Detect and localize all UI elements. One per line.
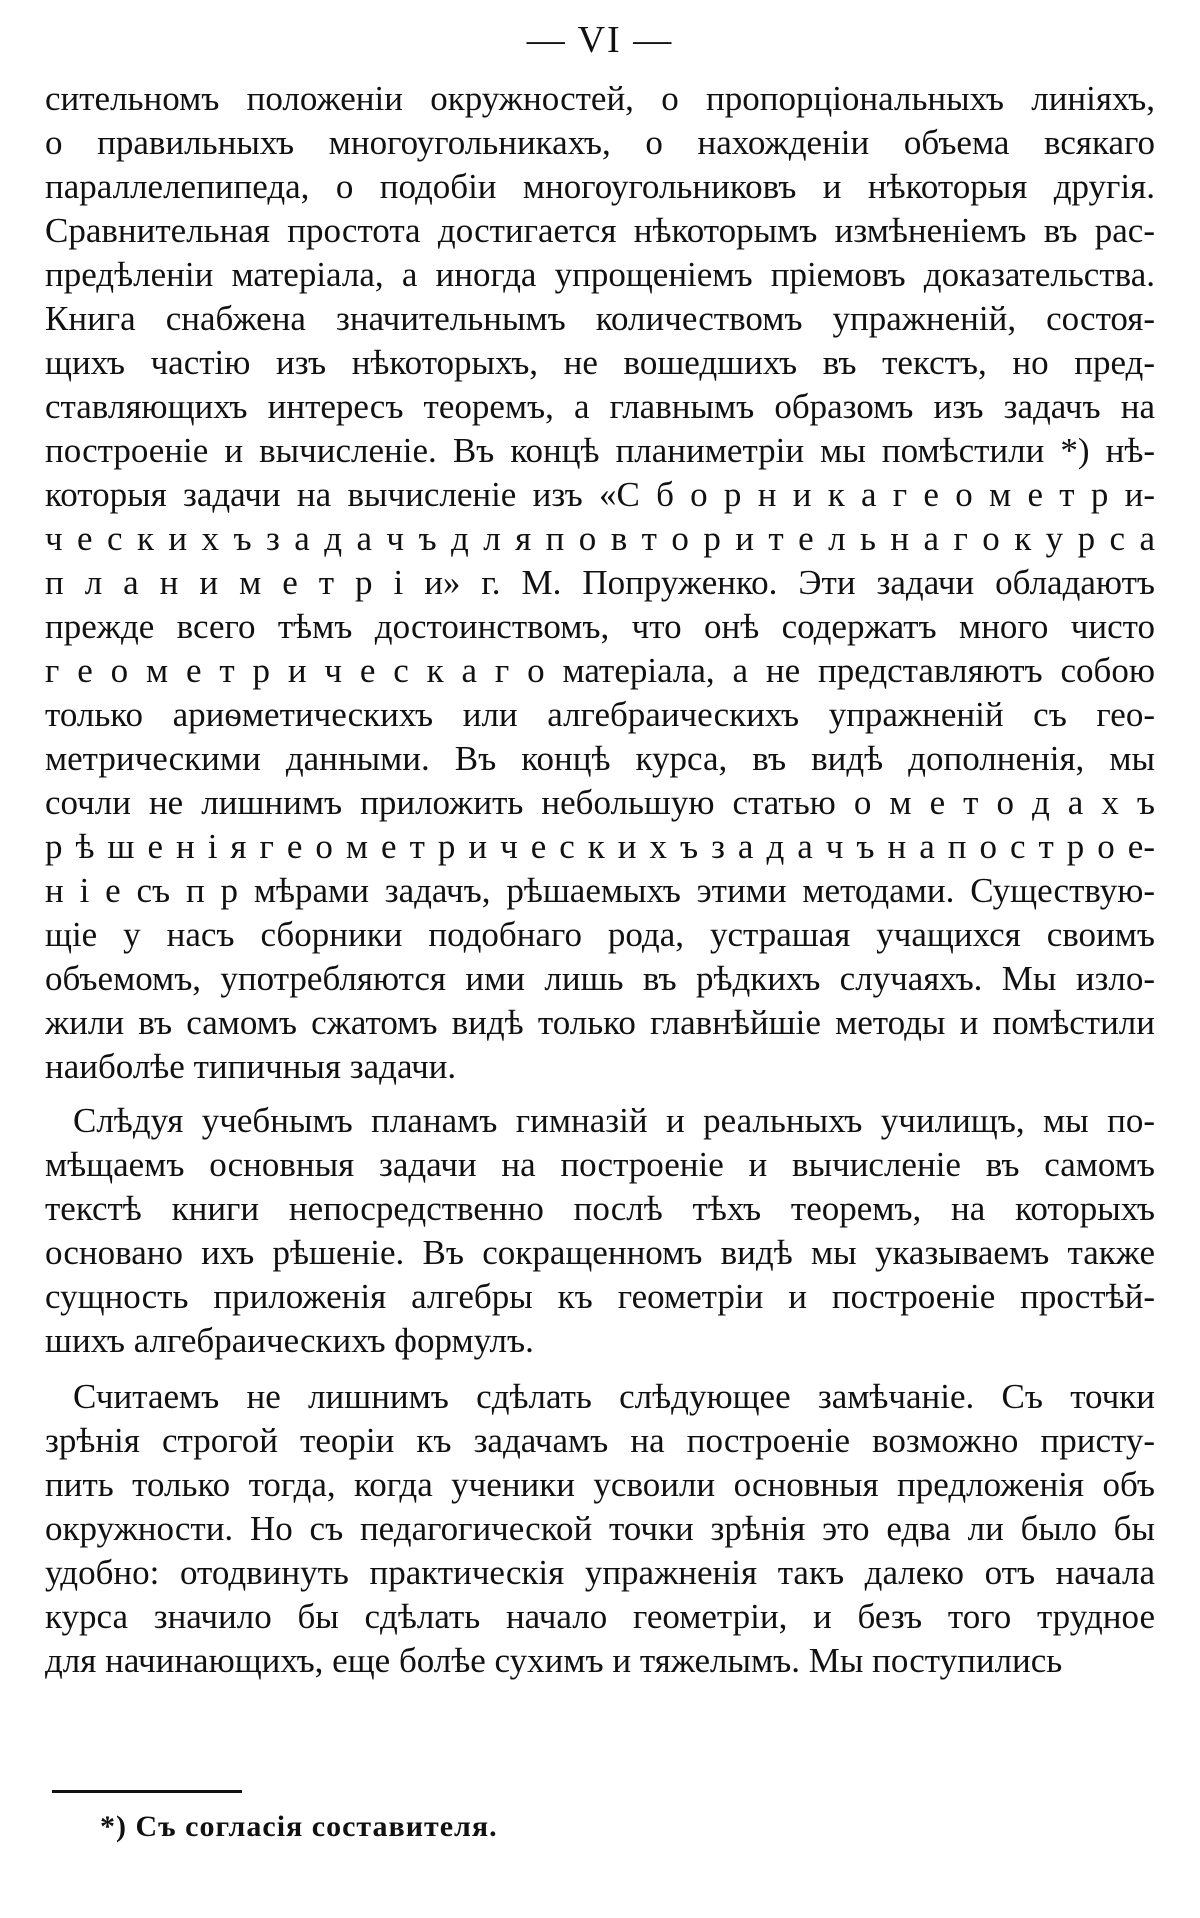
text-line: ч е с к и х ъ з а д а ч ъ д л я п о в т о р и т е л ь н а г о к у р с а: [45, 519, 1155, 558]
text-line: которыя задачи на вычисленіе изъ «С б о р н и к а г е о м е т р и-: [45, 475, 1155, 514]
text-line: сочли не лишнимъ приложить небольшую статью о м е т о д а х ъ: [45, 783, 1155, 822]
text-line: сущность приложенія алгебры къ геометріи и построеніе простѣй-: [45, 1277, 1155, 1316]
text-line: Сравнительная простота достигается нѣкоторымъ измѣненіемъ въ рас-: [45, 211, 1155, 250]
text-line: р ѣ ш е н і я г е о м е т р и ч е с к и х ъ з а д а ч ъ н а п о с т р о е-: [45, 827, 1155, 866]
text-line: прежде всего тѣмъ достоинствомъ, что онѣ содержатъ много чисто: [45, 607, 1155, 646]
text-line: метрическими данными. Въ концѣ курса, въ видѣ дополненія, мы: [45, 739, 1155, 778]
text-line: для начинающихъ, еще болѣе сухимъ и тяжелымъ. Мы поступились: [45, 1641, 1063, 1680]
text-line: щихъ частію изъ нѣкоторыхъ, не вошедшихъ въ текстъ, но пред-: [45, 343, 1155, 382]
text-line: предѣленіи матеріала, а иногда упрощеніемъ пріемовъ доказательства.: [45, 255, 1155, 294]
text-line: построеніе и вычисленіе. Въ концѣ планиметріи мы помѣстили *) нѣ-: [45, 431, 1155, 470]
text-line: о правильныхъ многоугольникахъ, о нахожденіи объема всякаго: [45, 123, 1155, 162]
text-line: текстѣ книги непосредственно послѣ тѣхъ теоремъ, на которыхъ: [45, 1189, 1155, 1228]
text-line: объемомъ, употребляются ими лишь въ рѣдкихъ случаяхъ. Мы изло-: [45, 959, 1155, 998]
text-line: курса значило бы сдѣлать начало геометріи, и безъ того трудное: [45, 1597, 1155, 1636]
text-line: п л а н и м е т р і и» г. М. Попруженко. Эти задачи обладаютъ: [45, 563, 1155, 602]
page-number: — VI —: [526, 19, 674, 61]
text-line: щіе у насъ сборники подобнаго рода, устрашая учащихся своимъ: [45, 915, 1155, 954]
text-line: г е о м е т р и ч е с к а г о матеріала, а не представляютъ собою: [45, 651, 1155, 690]
text-line: Слѣдуя учебнымъ планамъ гимназій и реальныхъ училищъ, мы по-: [73, 1101, 1155, 1140]
text-line: зрѣнія строгой теоріи къ задачамъ на построеніе возможно присту-: [45, 1421, 1155, 1460]
text-line: удобно: отодвинуть практическія упражненія такъ далеко отъ начала: [45, 1553, 1155, 1592]
text-line: Книга снабжена значительнымъ количествомъ упражненій, состоя-: [45, 299, 1155, 338]
text-line: только ариѳметическихъ или алгебраическихъ упражненій съ гео-: [45, 695, 1155, 734]
text-line: н і е съ п р мѣрами задачъ, рѣшаемыхъ этими методами. Существую-: [45, 871, 1155, 910]
text-line: жили въ самомъ сжатомъ видѣ только главнѣйшіе методы и помѣстили: [45, 1003, 1155, 1042]
text-line: параллелепипеда, о подобіи многоугольниковъ и нѣкоторыя другія.: [45, 167, 1155, 206]
text-line: мѣщаемъ основныя задачи на построеніе и вычисленіе въ самомъ: [45, 1145, 1155, 1184]
text-line: наиболѣе типичныя задачи.: [45, 1047, 457, 1086]
footnote: *) Съ согласія составителя.: [100, 1810, 498, 1843]
text-line: сительномъ положеніи окружностей, о пропорціональныхъ линіяхъ,: [45, 79, 1155, 118]
footnote-divider: [52, 1790, 242, 1793]
text-line: пить только тогда, когда ученики усвоили основныя предложенія объ: [45, 1465, 1155, 1504]
text-line: ставляющихъ интересъ теоремъ, а главнымъ образомъ изъ задачъ на: [45, 387, 1155, 426]
text-line: основано ихъ рѣшеніе. Въ сокращенномъ видѣ мы указываемъ также: [45, 1233, 1155, 1272]
text-line: Считаемъ не лишнимъ сдѣлать слѣдующее замѣчаніе. Съ точки: [73, 1377, 1155, 1416]
text-line: окружности. Но съ педагогической точки зрѣнія это едва ли было бы: [45, 1509, 1155, 1548]
text-line: шихъ алгебраическихъ формулъ.: [45, 1321, 534, 1360]
